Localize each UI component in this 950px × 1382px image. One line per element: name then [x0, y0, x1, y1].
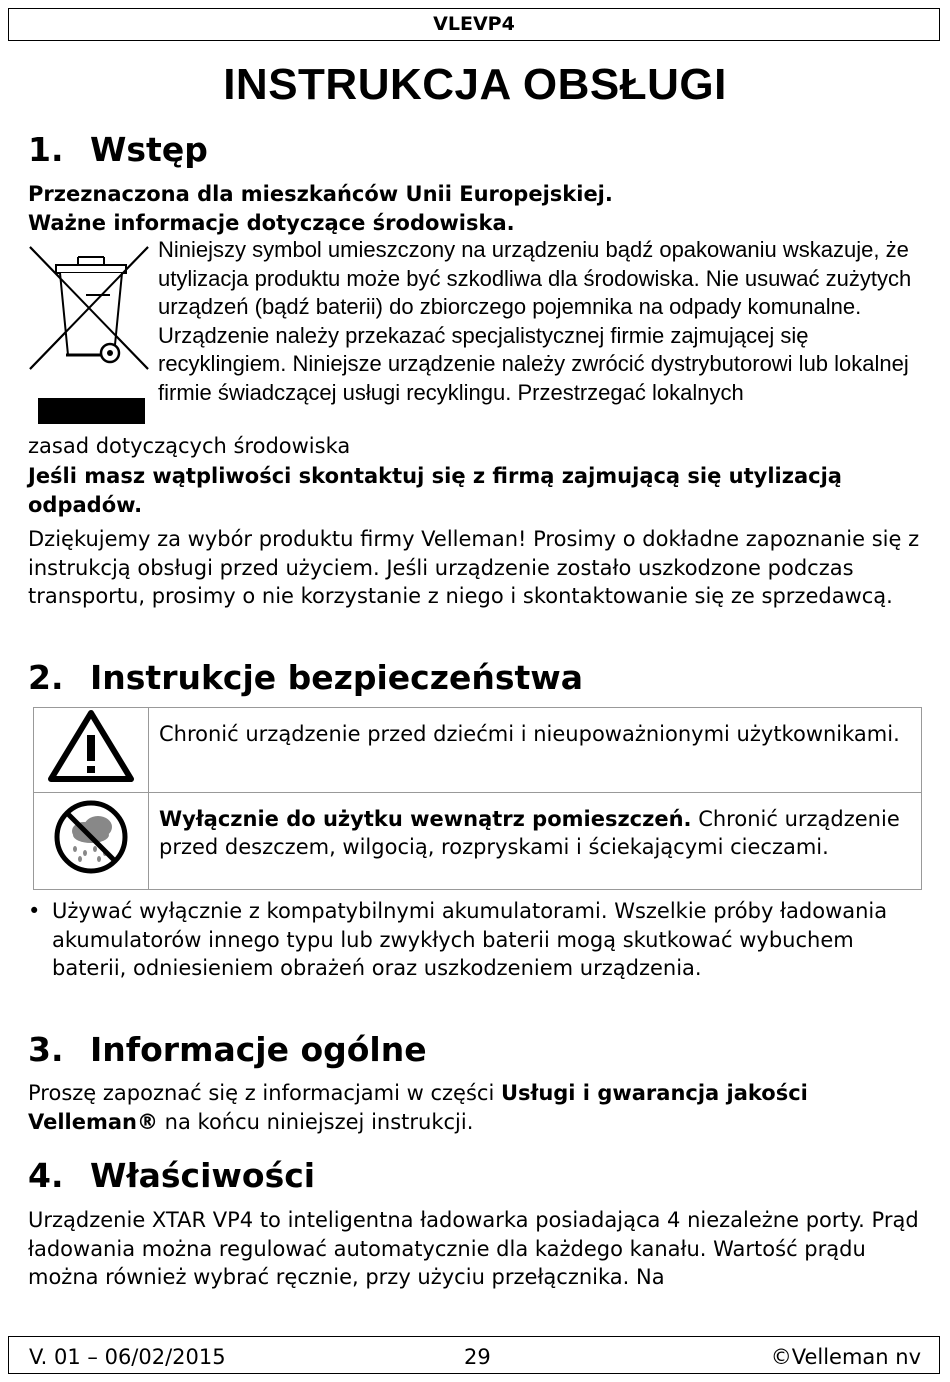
section-title: Informacje ogólne	[90, 1030, 427, 1069]
page-header	[8, 8, 940, 41]
safety-table	[33, 707, 922, 890]
features-paragraph: Urządzenie XTAR VP4 to inteligentna ładowarka posiadająca 4 niezależne porty. Prąd ładowania można regulować automatycznie dla każdego kanału. Wartość prądu można również wybrać ręcznie, przy użyciu przełącznika. Na	[28, 1208, 919, 1289]
safety-text-children: Chronić urządzenie przed dziećmi i nieupoważnionymi użytkownikami.	[149, 708, 922, 793]
table-row	[34, 708, 922, 793]
document-title: INSTRUKCJA OBSŁUGI	[223, 60, 727, 109]
section-title: Wstęp	[90, 130, 208, 169]
table-row	[34, 792, 922, 889]
general-info-pre: Proszę zapoznać się z informacjami w części	[28, 1081, 501, 1105]
section-heading-safety	[28, 658, 583, 697]
eu-line-2: Ważne informacje dotyczące środowiska.	[28, 210, 515, 235]
general-info-paragraph	[28, 1079, 928, 1136]
thanks-paragraph: Dziękujemy za wybór produktu firmy Velleman! Prosimy o dokładne zapoznanie się z instrukcją obsługi przed użyciem. Jeśli urządzenie zostało uszkodzone podczas transportu, prosimy o nie korzystanie z niego i skontaktowanie się ze sprzedawcą.	[28, 527, 920, 608]
section-number: 2.	[28, 658, 64, 697]
eu-notice	[28, 180, 928, 237]
model-code: VLEVP4	[433, 13, 515, 35]
section-title: Instrukcje bezpieczeństwa	[90, 658, 583, 697]
warning-triangle-icon	[47, 709, 135, 783]
indoor-only-label: Wyłącznie do użytku wewnątrz pomieszczeń.	[159, 806, 692, 831]
section-title: Właściwości	[90, 1156, 316, 1195]
section-heading-features	[28, 1156, 315, 1195]
indoor-cell	[34, 792, 149, 889]
disposal-contact-note: Jeśli masz wątpliwości skontaktuj się z firmą zajmującą się utylizacją odpadów.	[28, 464, 842, 517]
battery-warning: Używać wyłącznie z kompatybilnymi akumulatorami. Wszelkie próby ładowania akumulatorów innego typu lub zwykłych baterii mogą skutkować wybuchem baterii, odniesieniem obrażeń oraz uszkodzeniem urządzenia.	[52, 899, 888, 980]
page-number: 29	[464, 1345, 491, 1369]
bullet-dot-icon: •	[28, 899, 41, 923]
weee-description-tail: zasad dotyczących środowiska	[28, 434, 351, 458]
version-date: V. 01 – 06/02/2015	[29, 1345, 226, 1369]
page-footer	[8, 1336, 940, 1374]
section-number: 4.	[28, 1156, 64, 1195]
section-heading-intro	[28, 130, 208, 169]
warning-cell	[34, 708, 149, 793]
section-number: 1.	[28, 130, 64, 169]
section-number: 3.	[28, 1030, 64, 1069]
copyright: ©Velleman nv	[770, 1345, 921, 1369]
general-info-post: na końcu niniejszej instrukcji.	[158, 1109, 474, 1134]
weee-bar	[38, 398, 145, 424]
general-info-bold: Usługi i gwarancja jakości Velleman®	[28, 1081, 808, 1134]
section-heading-general	[28, 1030, 427, 1069]
indoor-only-text: Chronić urządzenie przed deszczem, wilgocią, rozpryskami i ściekającymi cieczami.	[159, 806, 900, 859]
weee-description: Niniejszy symbol umieszczony na urządzeniu bądź opakowaniu wskazuje, że utylizacja produktu może być szkodliwa dla środowiska. Nie usuwać zużytych urządzeń (bądź baterii) do zbiorczego pojemnika na odpady komunalne. Urządzenie należy przekazać specjalistycznej firmie zajmującej się recyklingiem. Niniejsze urządzenie należy zwrócić dystrybutorowi lub lokalnej firmie świadczącej usługi recyklingu. Przestrzegać lokalnych	[158, 237, 912, 405]
weee-bin-icon	[26, 243, 152, 373]
no-rain-icon	[51, 797, 131, 877]
safety-text-indoor	[149, 792, 922, 889]
eu-line-1: Przeznaczona dla mieszkańców Unii Europejskiej.	[28, 182, 613, 206]
